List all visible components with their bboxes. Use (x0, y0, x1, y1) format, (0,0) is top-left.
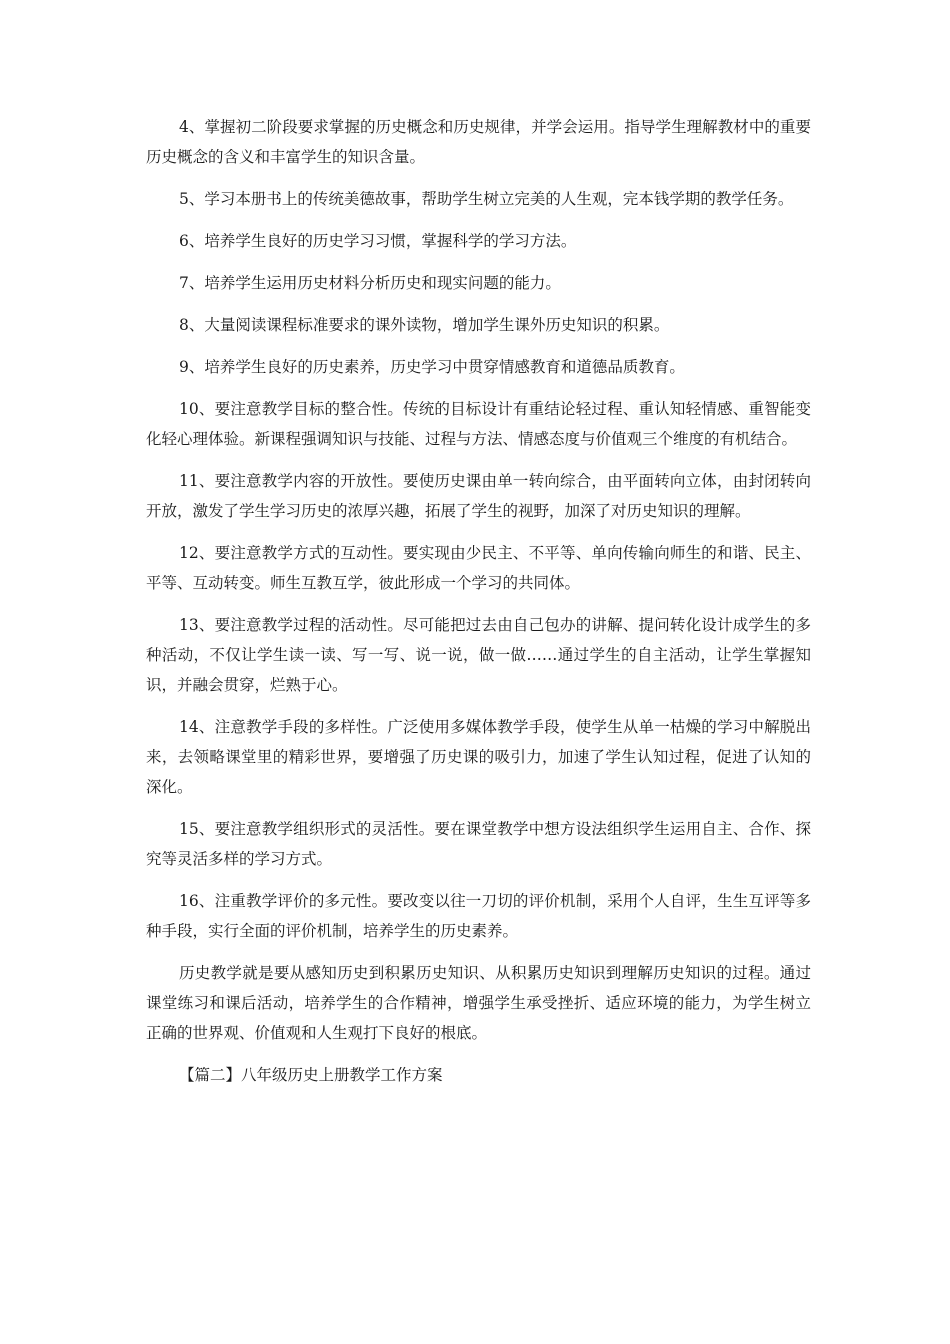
paragraph-item-13: 13、要注意教学过程的活动性。尽可能把过去由自己包办的讲解、提问转化设计成学生的多种活动，不仅让学生读一读、写一写、说一说，做一做……通过学生的自主活动，让学生掌握知识，并融会贯穿，烂熟于心。 (146, 616, 811, 694)
paragraph-item-7: 7、培养学生运用历史材料分析历史和现实问题的能力。 (179, 274, 561, 292)
paragraph-item-9: 9、培养学生良好的历史素养，历史学习中贯穿情感教育和道德品质教育。 (179, 358, 685, 376)
paragraph-item-6: 6、培养学生良好的历史学习习惯，掌握科学的学习方法。 (179, 232, 577, 250)
section-heading: 【篇二】八年级历史上册教学工作方案 (179, 1066, 443, 1084)
paragraph-item-16: 16、注重教学评价的多元性。要改变以往一刀切的评价机制，采用个人自评，生生互评等多种手段，实行全面的评价机制，培养学生的历史素养。 (146, 892, 811, 940)
paragraph-item-10: 10、要注意教学目标的整合性。传统的目标设计有重结论轻过程、重认知轻情感、重智能变化轻心理体验。新课程强调知识与技能、过程与方法、情感态度与价值观三个维度的有机结合。 (146, 400, 811, 448)
paragraph-item-5: 5、学习本册书上的传统美德故事，帮助学生树立完美的人生观，完本钱学期的教学任务。 (179, 190, 794, 208)
paragraph-item-15: 15、要注意教学组织形式的灵活性。要在课堂教学中想方设法组织学生运用自主、合作、探究等灵活多样的学习方式。 (146, 820, 811, 868)
paragraph-item-14: 14、注意教学手段的多样性。广泛使用多媒体教学手段，使学生从单一枯燥的学习中解脱出来，去领略课堂里的精彩世界，要增强了历史课的吸引力，加速了学生认知过程，促进了认知的深化。 (146, 718, 811, 796)
paragraph-item-12: 12、要注意教学方式的互动性。要实现由少民主、不平等、单向传输向师生的和谐、民主、平等、互动转变。师生互教互学，彼此形成一个学习的共同体。 (146, 544, 811, 592)
paragraph-item-8: 8、大量阅读课程标准要求的课外读物，增加学生课外历史知识的积累。 (179, 316, 670, 334)
paragraph-item-4: 4、掌握初二阶段要求掌握的历史概念和历史规律，并学会运用。指导学生理解教材中的重要历史概念的含义和丰富学生的知识含量。 (146, 118, 811, 166)
paragraph-item-11: 11、要注意教学内容的开放性。要使历史课由单一转向综合，由平面转向立体，由封闭转向开放，激发了学生学习历史的浓厚兴趣，拓展了学生的视野，加深了对历史知识的理解。 (146, 472, 811, 520)
summary-paragraph: 历史教学就是要从感知历史到积累历史知识、从积累历史知识到理解历史知识的过程。通过课堂练习和课后活动，培养学生的合作精神，增强学生承受挫折、适应环境的能力，为学生树立正确的世界观、价值观和人生观打下良好的根底。 (146, 964, 811, 1042)
document-body (146, 112, 811, 1102)
